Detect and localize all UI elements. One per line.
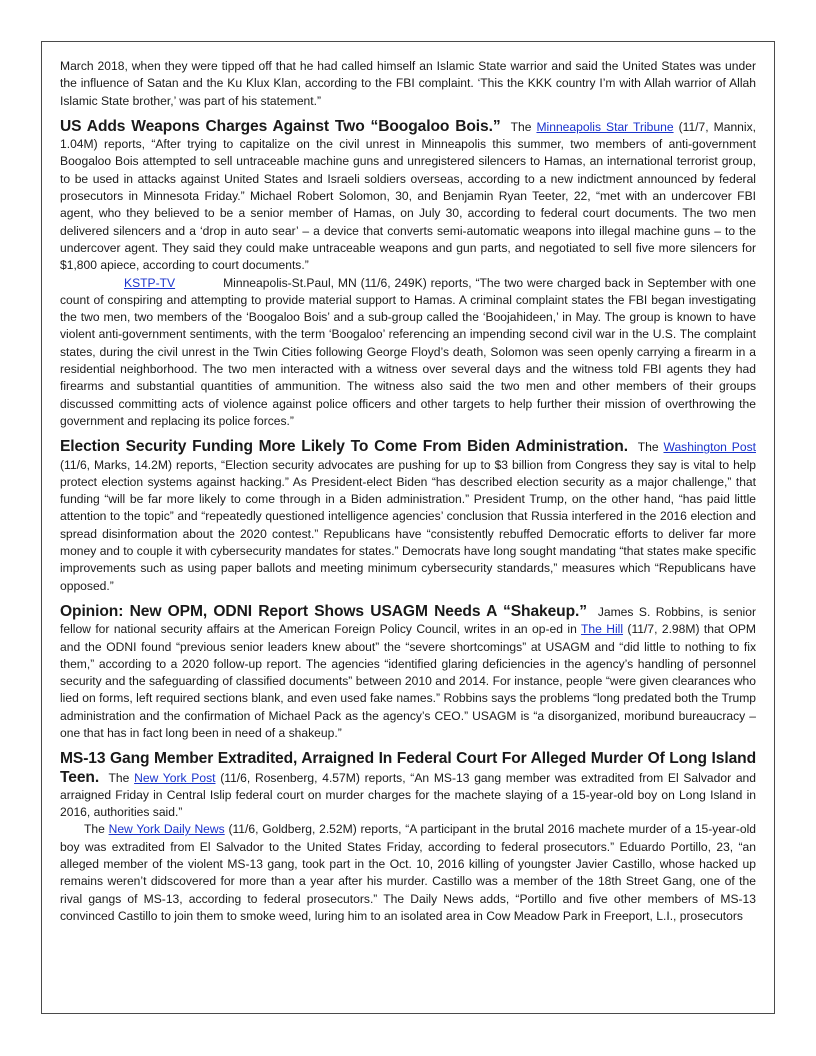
article-headline: Election Security Funding More Likely To Come From Biden Administration. [60,438,628,456]
article-ms13 [60,750,756,925]
document-body [60,58,756,925]
source-link-star-tribune[interactable]: Minneapolis Star Tribune [536,119,674,134]
source-link-the-hill[interactable]: The Hill [580,622,624,637]
source-link-new-york-post[interactable]: New York Post [134,770,216,785]
article-paragraph: KSTP-TV Minneapolis-St.Paul, MN (11/6, 249K) reports, “The two were charged back in September with one count of conspiring and attempting to provide material support to Hamas. A criminal complaint states the FBI began investigating the two men, two members of the ‘Boogaloo Bois’ and a sub-group called the ‘Boojahideen,’ in May. The group is known to have violent anti-government sentiments, with the term ‘Boogaloo’ referencing an impending second civil war in the U.S. The complaint states, during the civil unrest in the Twin Cities following George Floyd’s death, Solomon was seen openly carrying a firearm in a residential neighborhood. The two men interacted with a witness over several days and the witness told FBI agents they had firearms and substantial quantities of ammunition. The witness also said the two men and other members of their groups discussed committing acts of violence against police officers and other targets to help further their mission of overthrowing the government and replacing its police forces.” [60,275,756,428]
article-headline: US Adds Weapons Charges Against Two “Boogaloo Bois.” [60,117,501,135]
article-headline: MS-13 Gang Member Extradited, Arraigned In Federal Court For Alleged Murder Of Long Island Teen. [60,750,756,786]
source-link-ny-daily-news[interactable]: New York Daily News [108,822,225,837]
article-paragraph: Election Security Funding More Likely To Come From Biden Administration. The Washington Post (11/6, Marks, 14.2M) reports, “Election security advocates are pushing for up to $3 billion from Congress they say is vital to help protect election systems against hacking.” As President-elect Biden “has described election security as a major challenge,” that funding “will be far more likely to come through in a Biden administration.” President Trump, on the other hand, “has paid little attention to the topic” and “repeatedly questioned intelligence agencies’ conclusion that Russia interfered in the 2016 election and spread disinformation about the 2020 contest.” Republicans have “consistently rebuffed Democratic efforts to deliver far more money and to couple it with cybersecurity mandates for states.” Democrats have long sought mandating “that states make specific improvements such as using paper ballots and meeting minimum cybersecurity standards,” measures which “Republicans have opposed.” [60,438,756,593]
source-link-kstp[interactable]: KSTP-TV [124,275,176,290]
article-boogaloo [60,118,756,430]
article-paragraph: Opinion: New OPM, ODNI Report Shows USAGM Needs A “Shakeup.” James S. Robbins, is senior fellow for national security affairs at the American Foreign Policy Council, writes in an op-ed in The Hill (11/7, 2.98M) that OPM and the ODNI found “previous senior leaders knew about” the “severe shortcomings” at USAGM and “did little to nothing to fix them,” according to a 2020 follow-up report. The agencies “identified glaring deficiencies in the agency’s handling of personnel security and the safeguarding of classified documents” between 2010 and 2014. For instance, people “were given clearances who lied on forms, left required sections blank, and even used fake names.” Robbins says the problems “long predated both the Trump administration and the confirmation of Michael Pack as the agency’s CEO.” USAGM is “a disorganized, moribund bureaucracy – one that has in fact long been in need of a shakeup.” [60,602,756,740]
article-headline: Opinion: New OPM, ODNI Report Shows USAGM Needs A “Shakeup.” [60,602,587,620]
source-link-washington-post[interactable]: Washington Post [663,440,756,455]
article-paragraph: MS-13 Gang Member Extradited, Arraigned In Federal Court For Alleged Murder Of Long Island Teen. The New York Post (11/6, Rosenberg, 4.57M) reports, “An MS-13 gang member was extradited from El Salvador and arraigned Friday in Central Islip federal court on murder charges for the machete slaying of a 15-year-old boy on Long Island in 2016, authorities said.” [60,750,756,820]
article-paragraph: The New York Daily News (11/6, Goldberg, 2.52M) reports, “A participant in the brutal 2016 machete murder of a 15-year-old boy was extradited from El Salvador to the United States Friday, according to federal prosecutors.” Eduardo Portillo, 23, “an alleged member of the violent MS-13 gang, took part in the Oct. 10, 2016 killing of youngster Javier Castillo, whose hacked up remains weren’t didscovered for more than a year after his murder. Castillo was a member of the 18th Street Gang, one of the rival gangs of MS-13, according to federal prosecutors.” The Daily News adds, “Portillo and five other members of MS-13 convinced Castillo to join them to smoke weed, luring him to an isolated area in Cow Meadow Park in Freeport, L.I., prosecutors [60,822,756,923]
article-usagm [60,603,756,742]
intro-paragraph: March 2018, when they were tipped off that he had called himself an Islamic State warrior and said the United States was under the influence of Satan and the Ku Klux Klan, according to the FBI complaint. ‘This the KKK country I’m with Allah warrior of Allah Islamic State brother,’ was part of his statement.” [60,59,756,108]
article-election-security [60,438,756,595]
article-paragraph: US Adds Weapons Charges Against Two “Boogaloo Bois.” The Minneapolis Star Tribune (11/7, Mannix, 1.04M) reports, “After trying to capitalize on the civil unrest in Minneapolis this summer, two members of anti-government Boogaloo Bois attempted to sell untraceable machine guns and unregistered silencers to Hamas, an international terrorist group, to be used in attacks against United States and Israeli soldiers overseas, according to a new indictment announced by federal prosecutors in Minnesota Friday.” Michael Robert Solomon, 30, and Benjamin Ryan Teeter, 22, “met with an undercover FBI agent, who they believed to be a senior member of Hamas, on July 30, according to federal court documents. The two men delivered silencers and a ‘drop in auto sear’ – a device that converts semi-automatic weapons into illegal machine guns – to the undercover agent. They said they could make untraceable weapons and gun parts, and negotiated to sell five more silencers for $1,800 apiece, according to court documents.” [60,117,757,273]
